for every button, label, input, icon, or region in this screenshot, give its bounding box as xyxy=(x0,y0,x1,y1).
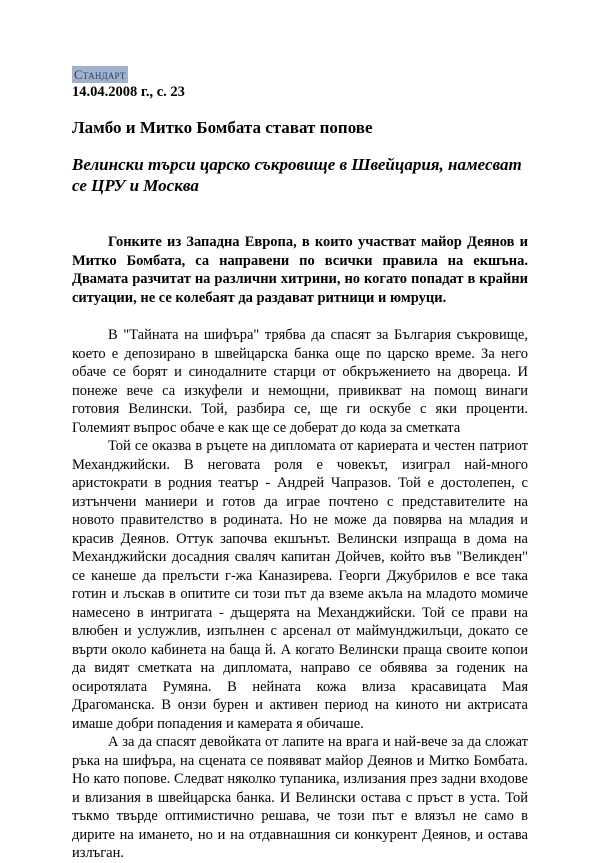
publication-logo xyxy=(72,66,528,84)
body-paragraph: Той се оказва в ръцете на дипломата от кариерата и честен патриот Механджийски. В неговата роля е човекът, изиграл най-много аристократи в родния театър - Андрей Чапразов. Той е достолепен, с изтънчени маниери и готов да играе почтено с представителите на новото правителство в родината. Но не може да повярва на младия и красив Деянов. Оттук започва екшънът. Велински изпраща в дома на Механджийски досадния сваляч капитан Дойчев, който във "Великден" се канеше да прелъсти г-жа Каназирева. Георги Джубрилов е все така готин и лъскав в опитите си този път да вземе акъла на младото момиче намесено в интригата - дъщерята на Механджийски. Той се прави на влюбен и услужлив, изпълнен с арсенал от маймунджилъци, докато се върти около кабинета на баща й. А когато Велински праща своите копои да видят сметката на дипломата, направо се обявява за годеник на осиротялата Румяна. В нейната кожа влиза красавицата Мая Драгоманска. В онзи бурен и активен период на киното ни актрисата имаше добри попадения и камерата я обичаше. xyxy=(72,438,528,732)
article-subheadline: Велински търси царско съкровище в Швейцария, намесват се ЦРУ и Москва xyxy=(72,155,522,195)
dateline: 14.04.2008 г., с. 23 xyxy=(72,84,185,100)
body-paragraph: А за да спасят девойката от лапите на врага и най-вече за да сложат ръка на шифъра, на сцената се появяват майор Деянов и Митко Бомбата. Но като попове. Следват няколко тупаника, излизания през задни входове и влизания в швейцарска банка. И Велински остава с пръст в уста. Той тъкмо твърде оптимистично решава, че този път е влязъл не само в дирите на имането, но и на отдавнашния си конкурент Деянов, и остава излъган. xyxy=(72,734,528,861)
document-page xyxy=(72,66,528,863)
publication-name: Стандарт xyxy=(74,67,126,82)
article-body xyxy=(72,326,528,863)
article-headline: Ламбо и Митко Бомбата стават попове xyxy=(72,118,373,137)
article-lead: Гонките из Западна Европа, в които участват майор Деянов и Митко Бомбата, са направени по всички правила на екшъна. Двамата разчитат на различни хитрини, но когато попадат в крайни ситуации, не се колебаят да раздават ритници и юмруци. xyxy=(72,234,528,306)
body-paragraph: В "Тайната на шифъра" трябва да спасят за България съкровище, което е депозирано в швейцарска банка още по царско време. За него обаче се борят и синодалните старци от обкръжението на двореца. И понеже вече са изкуфели и немощни, привикват на помощ винаги готовия Велински. Той, разбира се, ще ги оскубе с яки проценти. Големият въпрос обаче е как ще се доберат до кода за сметката xyxy=(72,327,528,436)
